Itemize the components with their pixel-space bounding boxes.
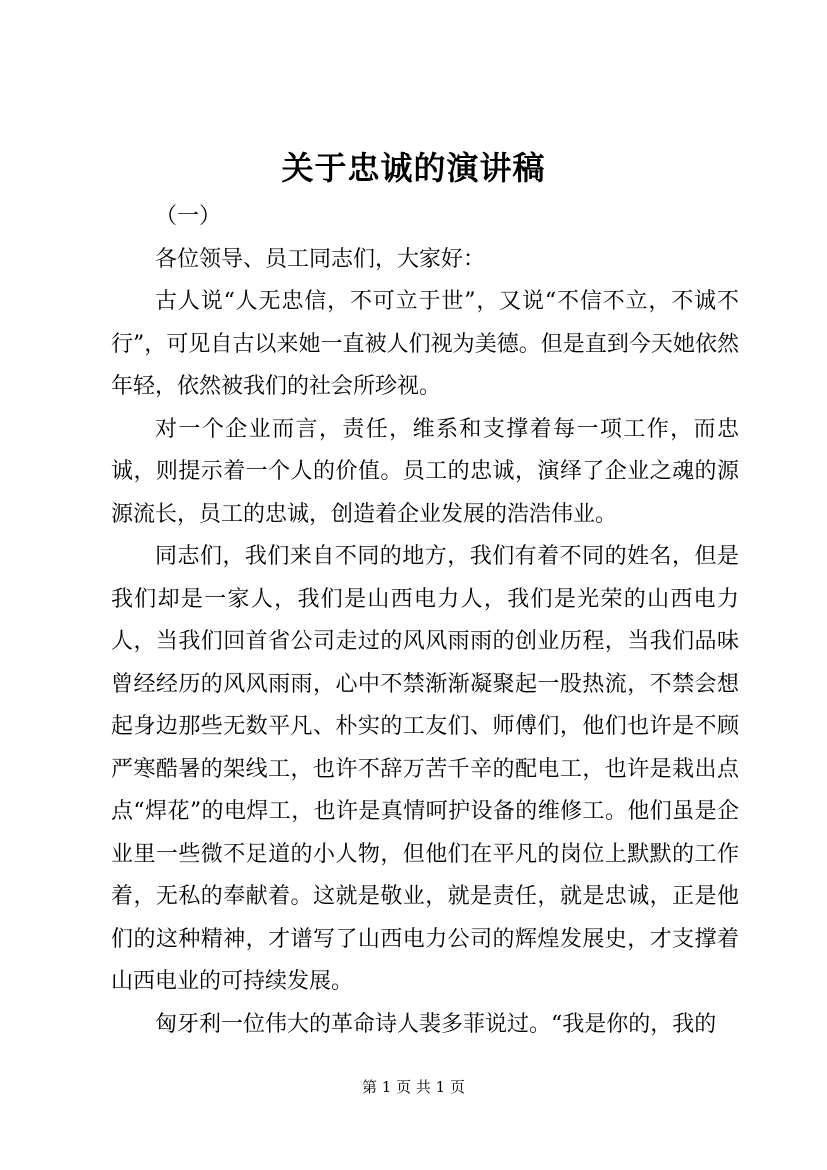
document-title: 关于忠诚的演讲稿 (281, 149, 546, 187)
section-heading: （一） (155, 204, 222, 229)
paragraph: 对一个企业而言，责任，维系和支撑着每一项工作，而忠诚，则提示着一个人的价值。员工的忠诚，演绎了企业之魂的源源流长，员工的忠诚，创造着企业发展的浩浩伟业。 (111, 416, 739, 527)
paragraph-greeting: 各位领导、员工同志们，大家好： (155, 246, 486, 272)
paragraph: 古人说“人无忠信，不可立于世”，又说“不信不立，不诚不行”，可见自古以来她一直被人们视为美德。但是直到今天她依然年轻，依然被我们的社会所珍视。 (111, 289, 739, 399)
paragraph: 同志们，我们来自不同的地方，我们有着不同的姓名，但是我们却是一家人，我们是山西电力人，我们是光荣的山西电力人，当我们回首省公司走过的风风雨雨的创业历程，当我们品味曾经经历的风风雨雨，心中不禁渐渐凝聚起一股热流，不禁会想起身边那些无数平凡、朴实的工友们、师傅们，他们也许是不顾严寒酷暑的架线工，也许不辞万苦千辛的配电工，也许是栽出点点“焊花”的电焊工，也许是真情呵护设备的维修工。他们虽是企业里一些微不足道的小人物，但他们在平凡的岗位上默默的工作着，无私的奉献着。这就是敬业，就是责任，就是忠诚，正是他们的这种精神，才谱写了山西电力公司的辉煌发展史，才支撑着山西电业的可持续发展。 (111, 544, 739, 994)
document-body (111, 196, 739, 1046)
paragraph: 匈牙利一位伟大的革命诗人裴多菲说过。“我是你的，我的 (155, 1011, 717, 1037)
page-footer: 第 1 页 共 1 页 (362, 1078, 465, 1096)
